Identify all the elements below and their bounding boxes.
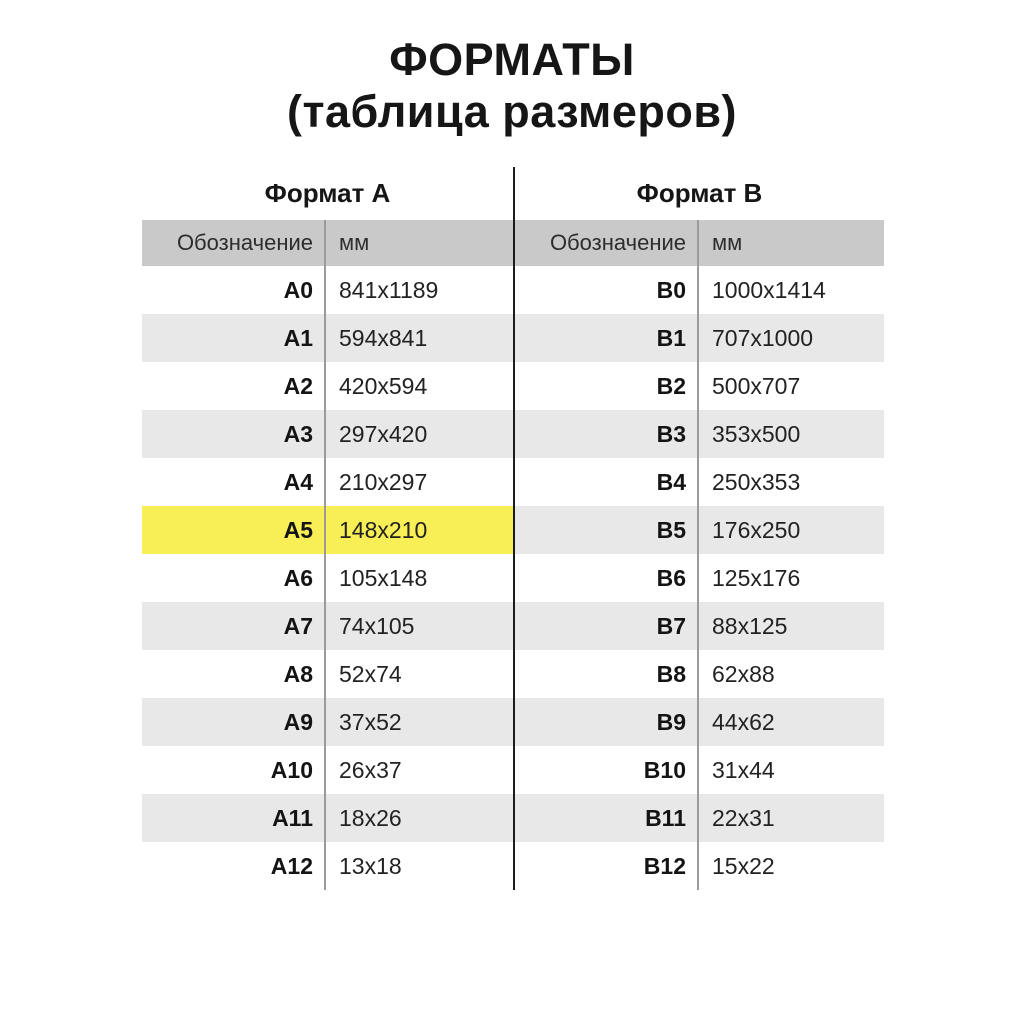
table-row	[515, 362, 884, 410]
format-size-cell: 88x125	[712, 612, 788, 639]
table-row	[515, 794, 884, 842]
format-designation-cell: A8	[142, 650, 326, 698]
table-row	[142, 314, 513, 362]
page-title-line-1: ФОРМАТЫ	[389, 34, 635, 85]
format-a-table	[142, 167, 513, 890]
format-size-cell: 44x62	[712, 708, 775, 735]
format-designation-cell: A1	[142, 314, 326, 362]
format-size-cell: 105x148	[339, 564, 428, 591]
table-row	[515, 410, 884, 458]
format-designation-cell: B8	[515, 650, 699, 698]
format-designation-cell: A6	[142, 554, 326, 602]
format-designation-cell: A12	[142, 842, 326, 890]
formats-size-table	[142, 167, 884, 890]
table-row	[142, 746, 513, 794]
table-row	[142, 650, 513, 698]
table-row	[515, 650, 884, 698]
table-row	[515, 506, 884, 554]
format-designation-cell: B3	[515, 410, 699, 458]
format-designation-cell: A4	[142, 458, 326, 506]
page-title	[0, 34, 1024, 138]
format-size-cell: 353x500	[712, 420, 801, 447]
table-row	[515, 746, 884, 794]
format-size-cell: 500x707	[712, 372, 801, 399]
table-row	[142, 506, 513, 554]
format-size-cell: 210x297	[339, 468, 428, 495]
format-a-rows	[142, 266, 513, 890]
format-designation-cell: B11	[515, 794, 699, 842]
table-row	[142, 842, 513, 890]
format-size-cell: 420x594	[339, 372, 428, 399]
format-size-cell: 62x88	[712, 660, 775, 687]
format-b-rows	[515, 266, 884, 890]
table-row	[142, 458, 513, 506]
format-size-cell: 707x1000	[712, 324, 814, 351]
format-designation-cell: B10	[515, 746, 699, 794]
table-row	[515, 458, 884, 506]
format-size-cell: 148x210	[339, 516, 428, 543]
format-size-cell: 52x74	[339, 660, 402, 687]
format-designation-cell: A9	[142, 698, 326, 746]
format-size-cell: 176x250	[712, 516, 801, 543]
format-designation-cell: B0	[515, 266, 699, 314]
table-row	[142, 554, 513, 602]
format-a-header-row	[142, 220, 513, 266]
column-header-mm: мм	[712, 230, 743, 255]
table-row	[142, 698, 513, 746]
format-designation-cell: B12	[515, 842, 699, 890]
format-size-cell: 15x22	[712, 852, 775, 879]
format-b-header-row	[515, 220, 884, 266]
table-row	[515, 698, 884, 746]
format-size-cell: 37x52	[339, 708, 402, 735]
format-b-table	[513, 167, 884, 890]
format-designation-cell: A0	[142, 266, 326, 314]
table-row	[515, 314, 884, 362]
table-row	[515, 602, 884, 650]
format-b-heading: Формат B	[636, 178, 763, 208]
format-designation-cell: A5	[142, 506, 326, 554]
format-size-cell: 22x31	[712, 804, 775, 831]
table-row	[142, 602, 513, 650]
table-row	[515, 842, 884, 890]
format-designation-cell: A11	[142, 794, 326, 842]
format-designation-cell: B9	[515, 698, 699, 746]
table-row	[515, 266, 884, 314]
format-a-heading: Формат A	[264, 178, 391, 208]
format-size-cell: 841x1189	[339, 276, 439, 303]
format-designation-cell: A3	[142, 410, 326, 458]
format-size-cell: 26x37	[339, 756, 402, 783]
format-size-cell: 74x105	[339, 612, 415, 639]
format-size-cell: 297x420	[339, 420, 428, 447]
format-designation-cell: B4	[515, 458, 699, 506]
format-designation-cell: B1	[515, 314, 699, 362]
format-size-cell: 13x18	[339, 852, 402, 879]
table-row	[142, 410, 513, 458]
format-designation-cell: B5	[515, 506, 699, 554]
format-size-cell: 594x841	[339, 324, 428, 351]
format-size-cell: 125x176	[712, 564, 801, 591]
format-size-cell: 1000x1414	[712, 276, 826, 303]
table-row	[142, 794, 513, 842]
table-row	[515, 554, 884, 602]
format-size-cell: 31x44	[712, 756, 775, 783]
format-designation-cell: B6	[515, 554, 699, 602]
table-row	[142, 266, 513, 314]
column-header-designation: Обозначение	[142, 220, 326, 266]
format-size-cell: 250x353	[712, 468, 801, 495]
format-designation-cell: A10	[142, 746, 326, 794]
format-designation-cell: A7	[142, 602, 326, 650]
format-designation-cell: B2	[515, 362, 699, 410]
format-size-cell: 18x26	[339, 804, 402, 831]
format-designation-cell: B7	[515, 602, 699, 650]
column-header-designation: Обозначение	[515, 220, 699, 266]
page-title-line-2: (таблица размеров)	[287, 86, 737, 137]
column-header-mm: мм	[339, 230, 370, 255]
format-designation-cell: A2	[142, 362, 326, 410]
table-row	[142, 362, 513, 410]
